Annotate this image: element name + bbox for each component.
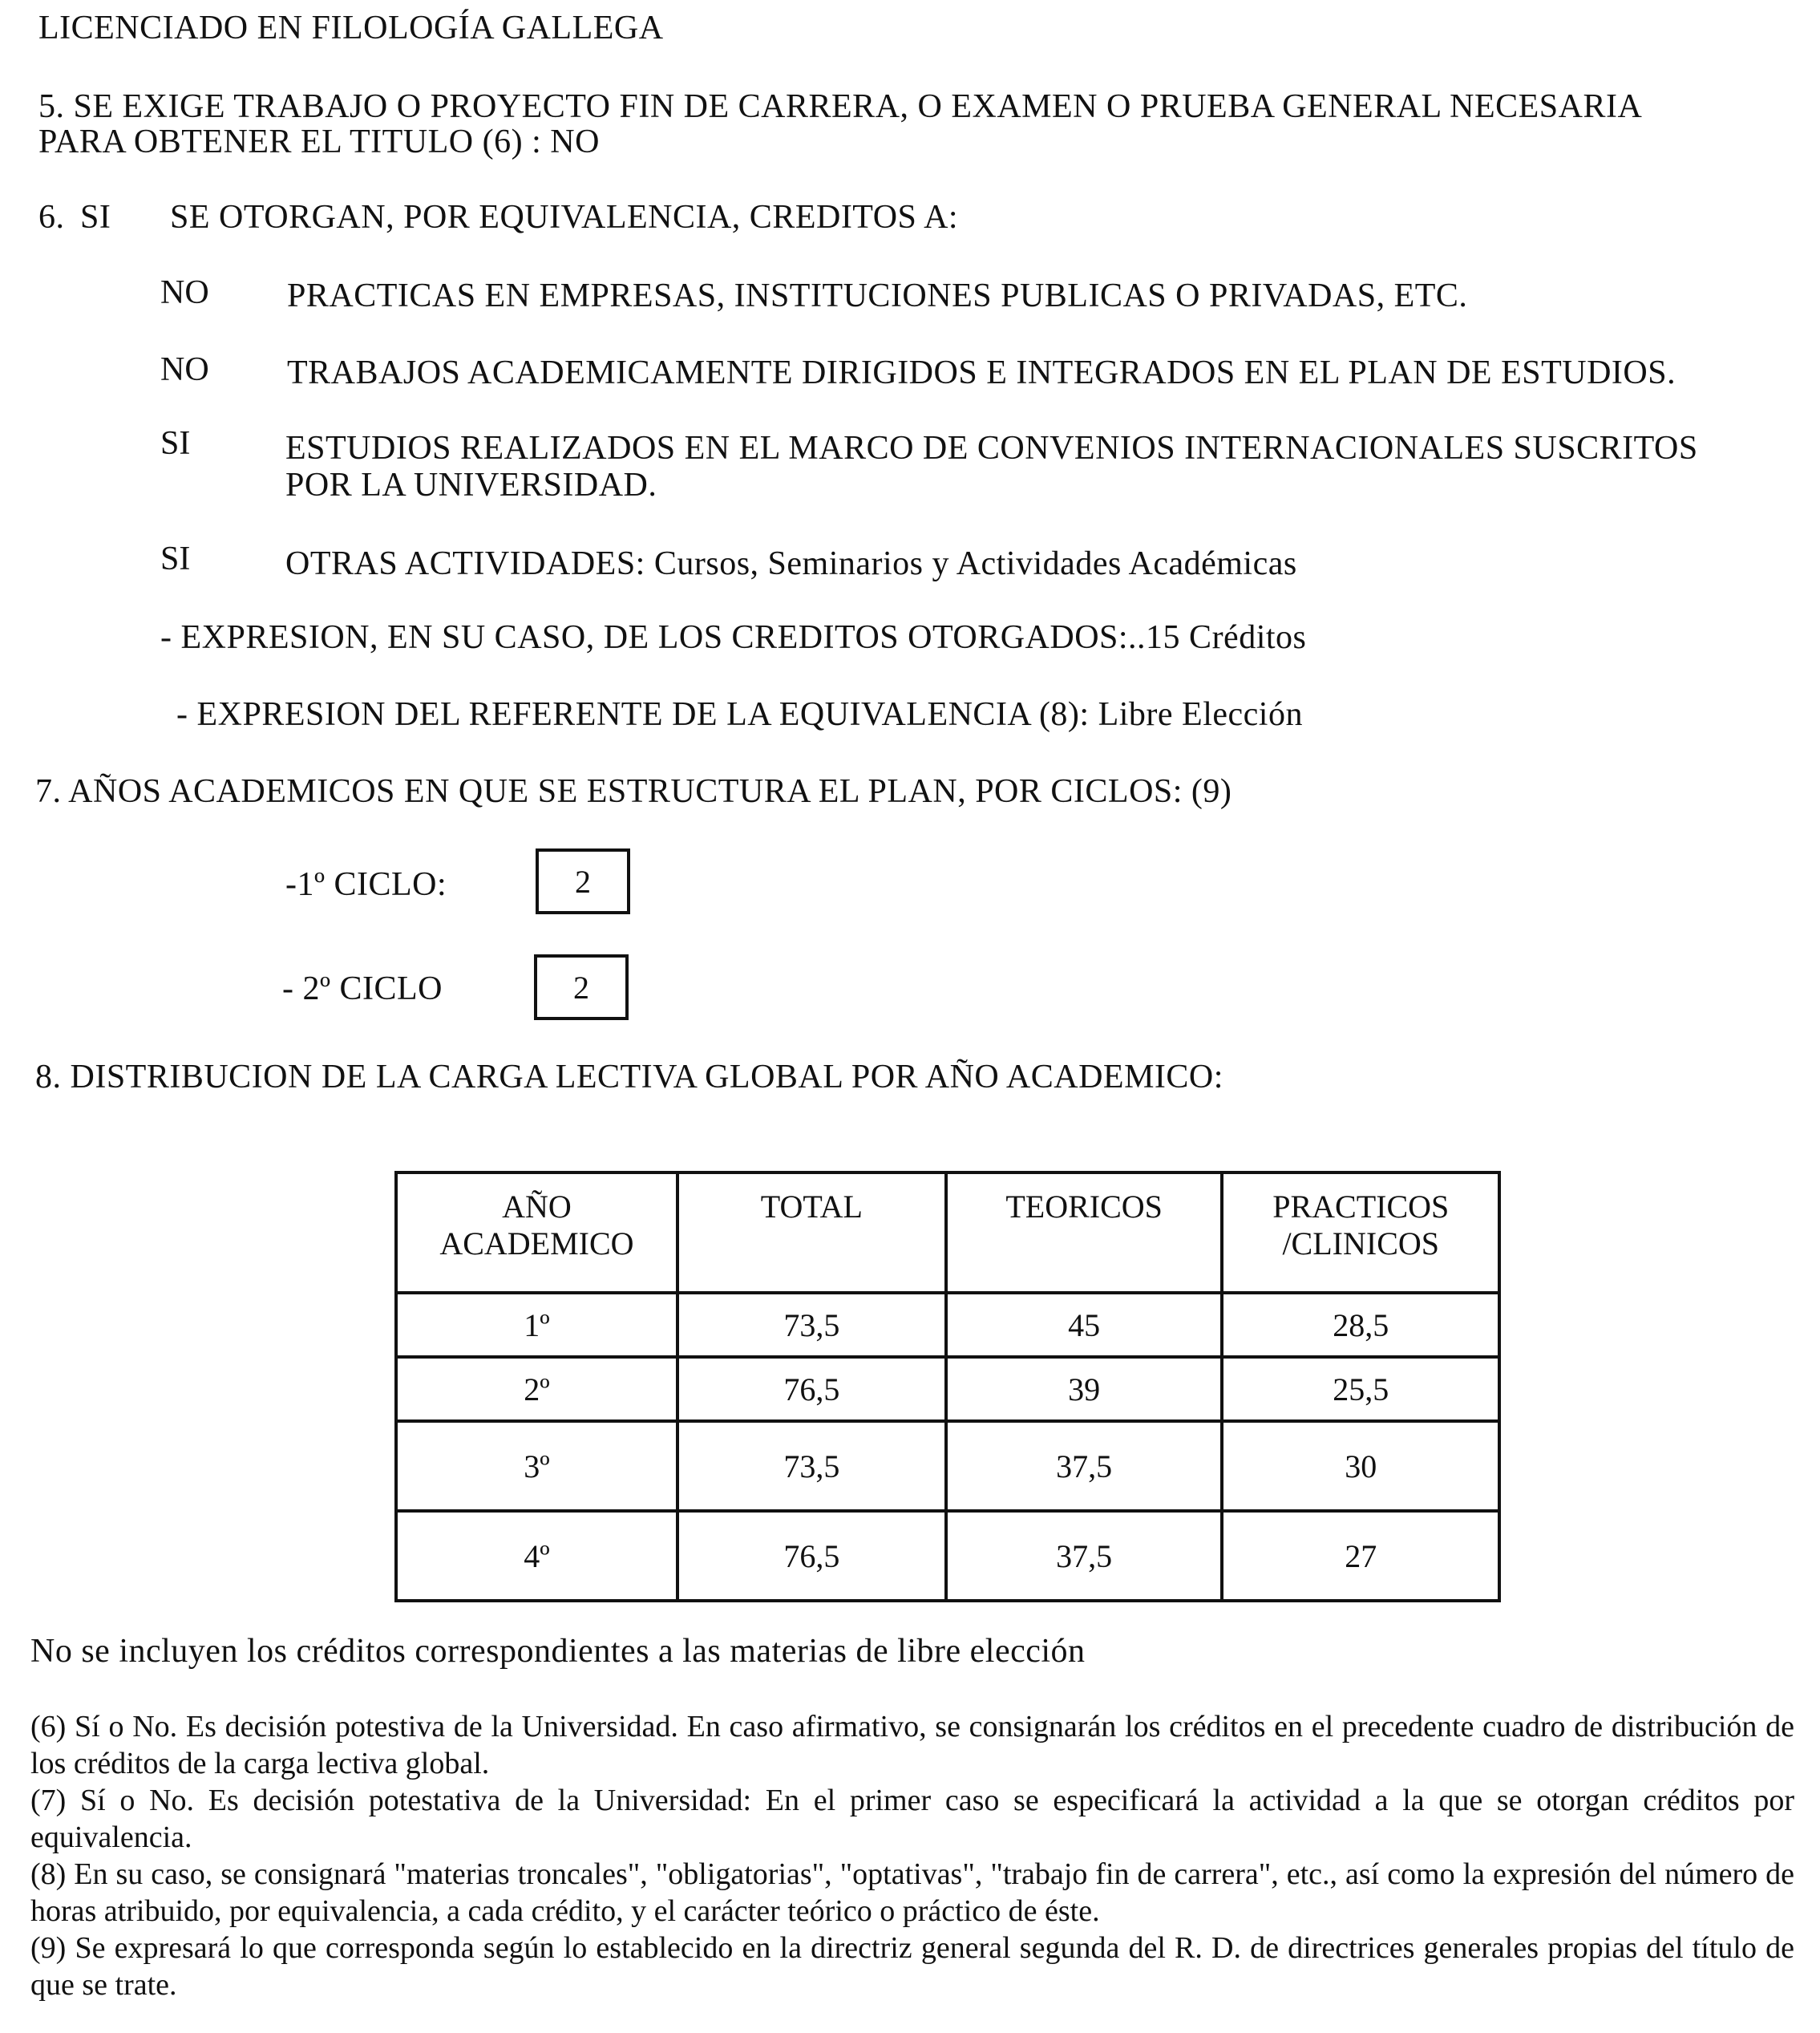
table-header-row — [396, 1172, 1499, 1293]
document-title: LICENCIADO EN FILOLOGÍA GALLEGA — [38, 10, 664, 47]
header-text: TOTAL — [760, 1189, 863, 1225]
header-teoricos — [946, 1172, 1223, 1293]
header-total — [677, 1172, 946, 1293]
cell-practicos: 30 — [1222, 1421, 1499, 1511]
item-text: TRABAJOS ACADEMICAMENTE DIRIGIDOS E INTEGRADOS EN EL PLAN DE ESTUDIOS. — [287, 354, 1676, 391]
cell-teoricos: 39 — [946, 1357, 1223, 1421]
carga-lectiva-table — [394, 1171, 1501, 1602]
ciclo1-value-box — [536, 848, 630, 914]
cell-year: 3º — [396, 1421, 677, 1511]
header-ano-academico — [396, 1172, 677, 1293]
cell-practicos: 28,5 — [1222, 1293, 1499, 1357]
footnote-9: (9) Se expresará lo que corresponda según lo establecido en la directriz general segunda del R. D. de directrices generales propias del título de que se trate. — [30, 1931, 1794, 2002]
header-text: ACADEMICO — [439, 1225, 634, 1262]
table-row — [396, 1293, 1499, 1357]
item-flag: SI — [160, 541, 191, 577]
item-text: ESTUDIOS REALIZADOS EN EL MARCO DE CONVENIOS INTERNACIONALES SUSCRITOS — [285, 430, 1698, 467]
cell-total: 76,5 — [677, 1511, 946, 1601]
footnote-6: (6) Sí o No. Es decisión potestiva de la Universidad. En caso afirmativo, se consignarán los créditos en el precedente cuadro de distribución de los créditos de la carga lectiva global. — [30, 1710, 1794, 1780]
section6-answer: SI — [80, 199, 111, 236]
ciclo1-value: 2 — [575, 863, 591, 900]
ciclo2-value-box — [534, 954, 629, 1020]
cell-total: 73,5 — [677, 1293, 946, 1357]
cell-total: 73,5 — [677, 1421, 946, 1511]
cell-practicos: 25,5 — [1222, 1357, 1499, 1421]
table-row — [396, 1357, 1499, 1421]
cell-teoricos: 37,5 — [946, 1511, 1223, 1601]
ciclo2-label: - 2º CICLO — [282, 970, 443, 1007]
table-row — [396, 1421, 1499, 1511]
expresion-creditos: - EXPRESION, EN SU CASO, DE LOS CREDITOS OTORGADOS:..15 Créditos — [160, 619, 1307, 656]
item-flag: NO — [160, 351, 209, 388]
cell-year: 4º — [396, 1511, 677, 1601]
section5-line2: PARA OBTENER EL TITULO (6) : NO — [38, 124, 600, 160]
header-text: PRACTICOS — [1272, 1189, 1450, 1225]
header-text: TEORICOS — [1005, 1189, 1163, 1225]
table-note: No se incluyen los créditos correspondientes a las materias de libre elección — [30, 1633, 1086, 1670]
cell-year: 1º — [396, 1293, 677, 1357]
section6-number: 6. — [38, 199, 65, 236]
section5-line1: 5. SE EXIGE TRABAJO O PROYECTO FIN DE CARRERA, O EXAMEN O PRUEBA GENERAL NECESARIA — [38, 88, 1643, 125]
item-text: OTRAS ACTIVIDADES: Cursos, Seminarios y Actividades Académicas — [285, 545, 1297, 582]
cell-teoricos: 37,5 — [946, 1421, 1223, 1511]
item-flag: NO — [160, 274, 209, 311]
section6-heading: SE OTORGAN, POR EQUIVALENCIA, CREDITOS A: — [170, 199, 959, 236]
ciclo2-value: 2 — [573, 969, 589, 1006]
item-text: PRACTICAS EN EMPRESAS, INSTITUCIONES PUBLICAS O PRIVADAS, ETC. — [287, 277, 1468, 314]
footnote-8: (8) En su caso, se consignará "materias troncales", "obligatorias", "optativas", "trabajo fin de carrera", etc., así como la expresión del número de horas atribuido, por equivalencia, a cada crédito, y el carácter teórico o práctico de éste. — [30, 1857, 1794, 1928]
expresion-referente: - EXPRESION DEL REFERENTE DE LA EQUIVALENCIA (8): Libre Elección — [176, 696, 1303, 733]
header-text: /CLINICOS — [1282, 1225, 1440, 1262]
header-practicos — [1222, 1172, 1499, 1293]
section7-heading: 7. AÑOS ACADEMICOS EN QUE SE ESTRUCTURA EL PLAN, POR CICLOS: (9) — [35, 773, 1232, 810]
cell-total: 76,5 — [677, 1357, 946, 1421]
header-text: AÑO — [502, 1189, 572, 1225]
cell-practicos: 27 — [1222, 1511, 1499, 1601]
ciclo1-label: -1º CICLO: — [285, 866, 447, 903]
cell-teoricos: 45 — [946, 1293, 1223, 1357]
section8-heading: 8. DISTRIBUCION DE LA CARGA LECTIVA GLOBAL POR AÑO ACADEMICO: — [35, 1059, 1223, 1095]
item-flag: SI — [160, 425, 191, 462]
table-row — [396, 1511, 1499, 1601]
item-text-continued: POR LA UNIVERSIDAD. — [285, 467, 657, 504]
footnote-7: (7) Sí o No. Es decisión potestativa de la Universidad: En el primer caso se especificará la actividad a la que se otorgan créditos por equivalencia. — [30, 1784, 1794, 1854]
cell-year: 2º — [396, 1357, 677, 1421]
